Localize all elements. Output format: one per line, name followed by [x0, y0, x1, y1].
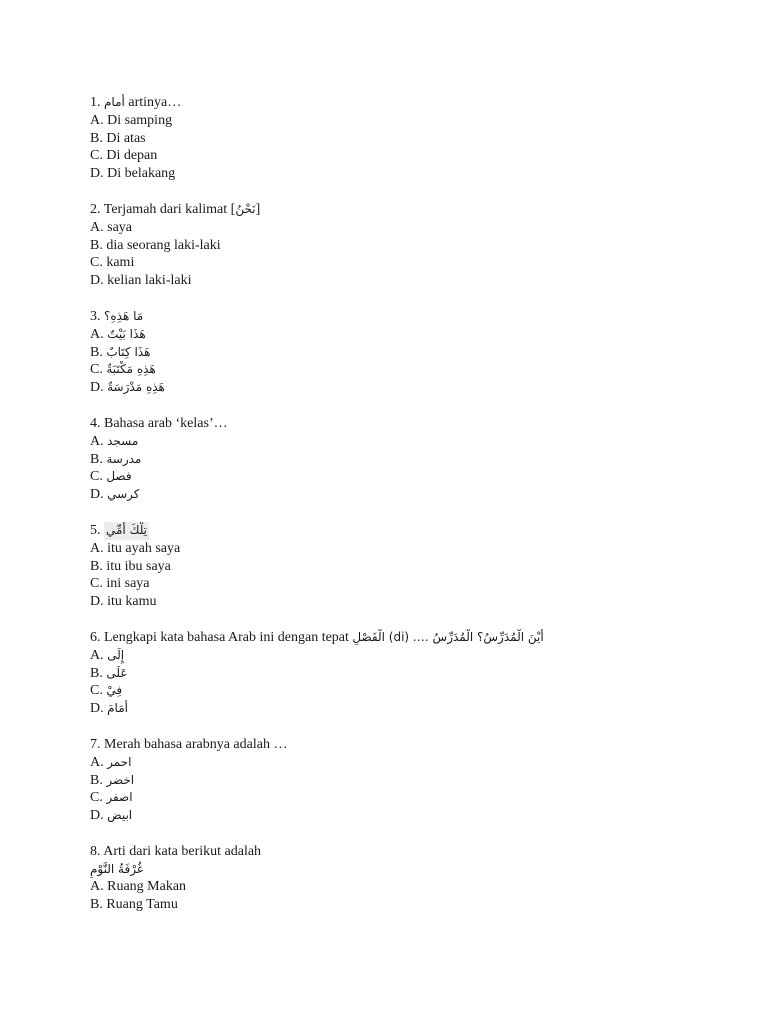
option-a: A. إِلَى [90, 647, 125, 663]
arabic-term: نَحْنُ [235, 201, 256, 216]
option-b: B. itu ibu saya [90, 558, 171, 574]
option-a: A. مسجد [90, 433, 139, 449]
question-3 [90, 308, 730, 397]
quiz-document [90, 94, 730, 932]
arabic-phrase: تِلْكَ أُمِّي [104, 522, 149, 540]
question-6 [90, 629, 730, 718]
question-1 [90, 94, 730, 183]
option-c: C. ini saya [90, 576, 150, 592]
question-prompt [90, 308, 730, 326]
question-number: 6. [90, 629, 101, 645]
question-7 [90, 736, 730, 825]
option-a: A. itu ayah saya [90, 540, 181, 556]
option-b: B. dia seorang laki-laki [90, 237, 221, 253]
prompt-text: Lengkapi kata bahasa Arab ini dengan tepat [104, 629, 349, 645]
option-d: D. ابيض [90, 808, 133, 824]
option-c: C. فِيْ [90, 683, 123, 699]
prompt-text: Arti dari kata berikut adalah [103, 843, 262, 859]
question-prompt [90, 629, 730, 647]
arabic-term: غُرْفَةُ النَّوْمِ [90, 861, 144, 876]
question-number: 5. [90, 522, 101, 538]
prompt-text: Terjamah dari kalimat [ [103, 201, 236, 217]
option-d: D. itu kamu [90, 594, 157, 610]
option-d: D. كرسي [90, 487, 140, 503]
option-d: D. أَمَامَ [90, 701, 128, 717]
question-number: 1. [90, 95, 101, 110]
option-c: C. kami [90, 255, 135, 271]
arabic-term: أمام [104, 95, 125, 109]
question-prompt [90, 94, 730, 112]
option-d: D. Di belakang [90, 166, 176, 182]
option-a: A. هَذَا بَيْتٌ [90, 326, 146, 342]
arabic-term-line [90, 861, 730, 879]
prompt-text-end: ] [255, 201, 261, 217]
option-c: C. Di depan [90, 148, 158, 164]
option-a: A. Ruang Makan [90, 879, 187, 895]
option-b: B. Ruang Tamu [90, 897, 178, 913]
question-8 [90, 843, 730, 914]
option-b: B. مدرسة [90, 451, 142, 467]
question-number: 2. [90, 201, 101, 217]
arabic-sentence: أَيْنَ الْمُدَرِّسُ؟ الْمُدَرِّسُ …. (di) الْفَصْلِ [352, 629, 544, 644]
question-2 [90, 201, 730, 290]
option-c: C. هَذِهِ مَكْتَبَةٌ [90, 362, 156, 378]
question-number: 8. [90, 843, 101, 859]
question-prompt [90, 201, 730, 219]
option-a: A. Di samping [90, 112, 173, 128]
option-c: C. اصفر [90, 790, 133, 806]
prompt-text: artinya… [128, 95, 182, 110]
question-prompt [90, 522, 730, 540]
option-b: B. Di atas [90, 130, 146, 146]
option-d: D. هَذِهِ مَدْرَسَةٌ [90, 380, 165, 396]
question-prompt [90, 736, 730, 754]
option-a: A. احمر [90, 754, 132, 770]
option-c: C. فصل [90, 469, 132, 485]
option-a: A. saya [90, 219, 133, 235]
option-b: B. اخضر [90, 772, 135, 788]
question-number: 3. [90, 308, 101, 324]
prompt-text: Bahasa arab ‘kelas’… [104, 415, 228, 431]
option-d: D. kelian laki-laki [90, 273, 192, 289]
arabic-question: مَا هَذِهِ؟ [104, 308, 144, 323]
option-b: B. هَذَا كِتَابٌ [90, 344, 151, 360]
question-prompt [90, 415, 730, 433]
question-4 [90, 415, 730, 504]
question-number: 7. [90, 736, 101, 752]
question-5 [90, 522, 730, 611]
prompt-text: Merah bahasa arabnya adalah … [104, 736, 288, 752]
option-b: B. عَلَى [90, 665, 128, 681]
question-prompt [90, 843, 730, 861]
question-number: 4. [90, 415, 101, 431]
